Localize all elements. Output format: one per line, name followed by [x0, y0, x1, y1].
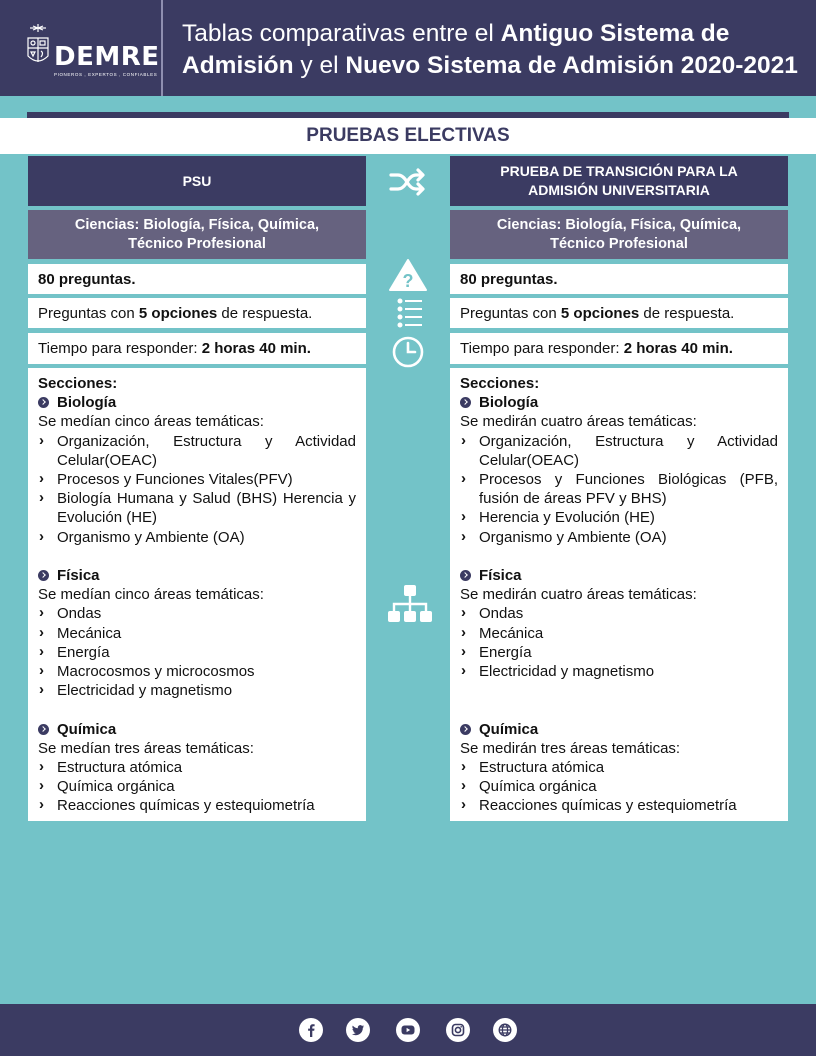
quimica-list — [460, 758, 778, 816]
subject-intro: Se medían cinco áreas temáticas: — [38, 586, 264, 604]
list-item: › Organismo y Ambiente (OA) — [38, 528, 356, 547]
list-item: › Mecánica — [460, 624, 778, 643]
header-strip — [0, 96, 816, 112]
instagram-icon[interactable] — [446, 1018, 470, 1042]
subject-title: Química — [57, 720, 117, 738]
list-item: › Ondas — [38, 604, 356, 623]
list-item: › Mecánica — [38, 624, 356, 643]
warning-question-icon — [388, 258, 428, 292]
subject-quimica — [38, 720, 356, 739]
subject-intro: Se medirán cuatro áreas temáticas: — [460, 586, 697, 604]
list-item: › Organización, Estructura y Actividad Celular(OEAC) — [38, 432, 356, 470]
column-heading: PRUEBA DE TRANSICIÓN PARA LA ADMISIÓN UNIVERSITARIA — [450, 156, 788, 206]
arrow-circle-icon — [38, 397, 49, 408]
options-pre: Preguntas con — [38, 304, 139, 322]
arrow-circle-icon — [38, 724, 49, 735]
list-item: › Química orgánica — [38, 777, 356, 796]
logo[interactable] — [0, 0, 163, 96]
options-post: de respuesta. — [639, 304, 735, 322]
arrow-circle-icon — [460, 724, 471, 735]
questions-text: 80 preguntas. — [38, 270, 136, 288]
questions-text: 80 preguntas. — [460, 270, 558, 288]
questions-row — [28, 264, 366, 294]
facebook-icon[interactable] — [299, 1018, 323, 1042]
time-row — [450, 333, 788, 364]
list-item: › Herencia y Evolución (HE) — [460, 508, 778, 527]
fisica-list — [38, 604, 356, 700]
sections-box — [28, 368, 366, 821]
options-post: de respuesta. — [217, 304, 313, 322]
subject-quimica — [460, 720, 778, 739]
title-part1: Tablas comparativas entre el — [182, 20, 501, 47]
title-part2: y el — [293, 52, 346, 79]
arrow-circle-icon — [38, 570, 49, 581]
sections-box — [450, 368, 788, 821]
options-row — [450, 298, 788, 328]
list-item: › Reacciones químicas y estequiometría — [460, 796, 778, 815]
logo-tagline: PIONEROS , EXPERTOS , CONFIABLES — [54, 72, 158, 77]
options-bold: 5 opciones — [560, 304, 640, 322]
list-item: › Química orgánica — [460, 777, 778, 796]
list-icon — [388, 297, 428, 331]
list-item: › Energía — [38, 643, 356, 662]
subject-title: Biología — [479, 394, 539, 412]
options-row — [28, 298, 366, 328]
list-item: › Electricidad y magnetismo — [38, 681, 356, 700]
options-pre: Preguntas con — [460, 304, 561, 322]
time-pre: Tiempo para responder: — [38, 340, 202, 357]
list-item: › Reacciones químicas y estequiometría — [38, 796, 356, 815]
subject-title: Biología — [57, 394, 117, 412]
list-item: › Biología Humana y Salud (BHS) Herencia y Evolución (HE) — [38, 489, 356, 527]
list-item: › Energía — [460, 643, 778, 662]
time-bold: 2 horas 40 min. — [201, 340, 311, 357]
subject-fisica — [38, 566, 356, 585]
quimica-list — [38, 758, 356, 816]
column-subheading: Ciencias: Biología, Física, Química, Técnico Profesional — [28, 210, 366, 259]
fisica-list — [460, 604, 778, 681]
column-subheading: Ciencias: Biología, Física, Química, Técnico Profesional — [450, 210, 788, 259]
column-heading: PSU — [28, 156, 366, 206]
web-icon[interactable] — [493, 1018, 517, 1042]
time-bold: 2 horas 40 min. — [623, 340, 733, 357]
header — [0, 0, 816, 96]
clock-icon — [388, 335, 428, 369]
subject-biologia — [460, 393, 778, 412]
list-item: › Procesos y Funciones Vitales(PFV) — [38, 470, 356, 489]
list-item: › Electricidad y magnetismo — [460, 662, 778, 681]
time-pre: Tiempo para responder: — [460, 340, 624, 357]
subject-intro: Se medirán tres áreas temáticas: — [460, 739, 681, 757]
subject-intro: Se medían tres áreas temáticas: — [38, 739, 254, 757]
list-item: › Estructura atómica — [38, 758, 356, 777]
hierarchy-icon — [388, 585, 432, 623]
sections-label: Secciones: — [460, 375, 540, 392]
title-bold1: Antiguo Sistema de Admisión — [182, 20, 730, 79]
subject-biologia — [38, 393, 356, 412]
questions-row — [450, 264, 788, 294]
arrow-circle-icon — [460, 570, 471, 581]
time-row — [28, 333, 366, 364]
biologia-list — [460, 432, 778, 547]
sections-label: Secciones: — [38, 375, 118, 392]
section-title: PRUEBAS ELECTIVAS — [0, 118, 816, 154]
svg-text:?: ? — [402, 271, 414, 291]
subject-intro: Se medían cinco áreas temáticas: — [38, 413, 264, 431]
subject-title: Física — [57, 567, 100, 585]
subject-title: Química — [479, 720, 539, 738]
subject-fisica — [460, 566, 778, 585]
logo-text: DEMRE — [54, 42, 160, 72]
arrow-circle-icon — [460, 397, 471, 408]
youtube-icon[interactable] — [396, 1018, 420, 1042]
subject-title: Física — [479, 567, 522, 585]
list-item: › Organismo y Ambiente (OA) — [460, 528, 778, 547]
twitter-icon[interactable] — [346, 1018, 370, 1042]
biologia-list — [38, 432, 356, 547]
demre-emblem-icon — [24, 22, 52, 74]
page-title — [182, 18, 802, 82]
subject-intro: Se medirán cuatro áreas temáticas: — [460, 413, 697, 431]
shuffle-icon — [388, 166, 428, 198]
list-item: › Estructura atómica — [460, 758, 778, 777]
list-item: › Macrocosmos y microcosmos — [38, 662, 356, 681]
list-item: › Ondas — [460, 604, 778, 623]
list-item: › Organización, Estructura y Actividad Celular(OEAC) — [460, 432, 778, 470]
list-item: › Procesos y Funciones Biológicas (PFB, fusión de áreas PFV y BHS) — [460, 470, 778, 508]
options-bold: 5 opciones — [138, 304, 218, 322]
title-bold2: Nuevo Sistema de Admisión 2020-2021 — [345, 52, 798, 79]
